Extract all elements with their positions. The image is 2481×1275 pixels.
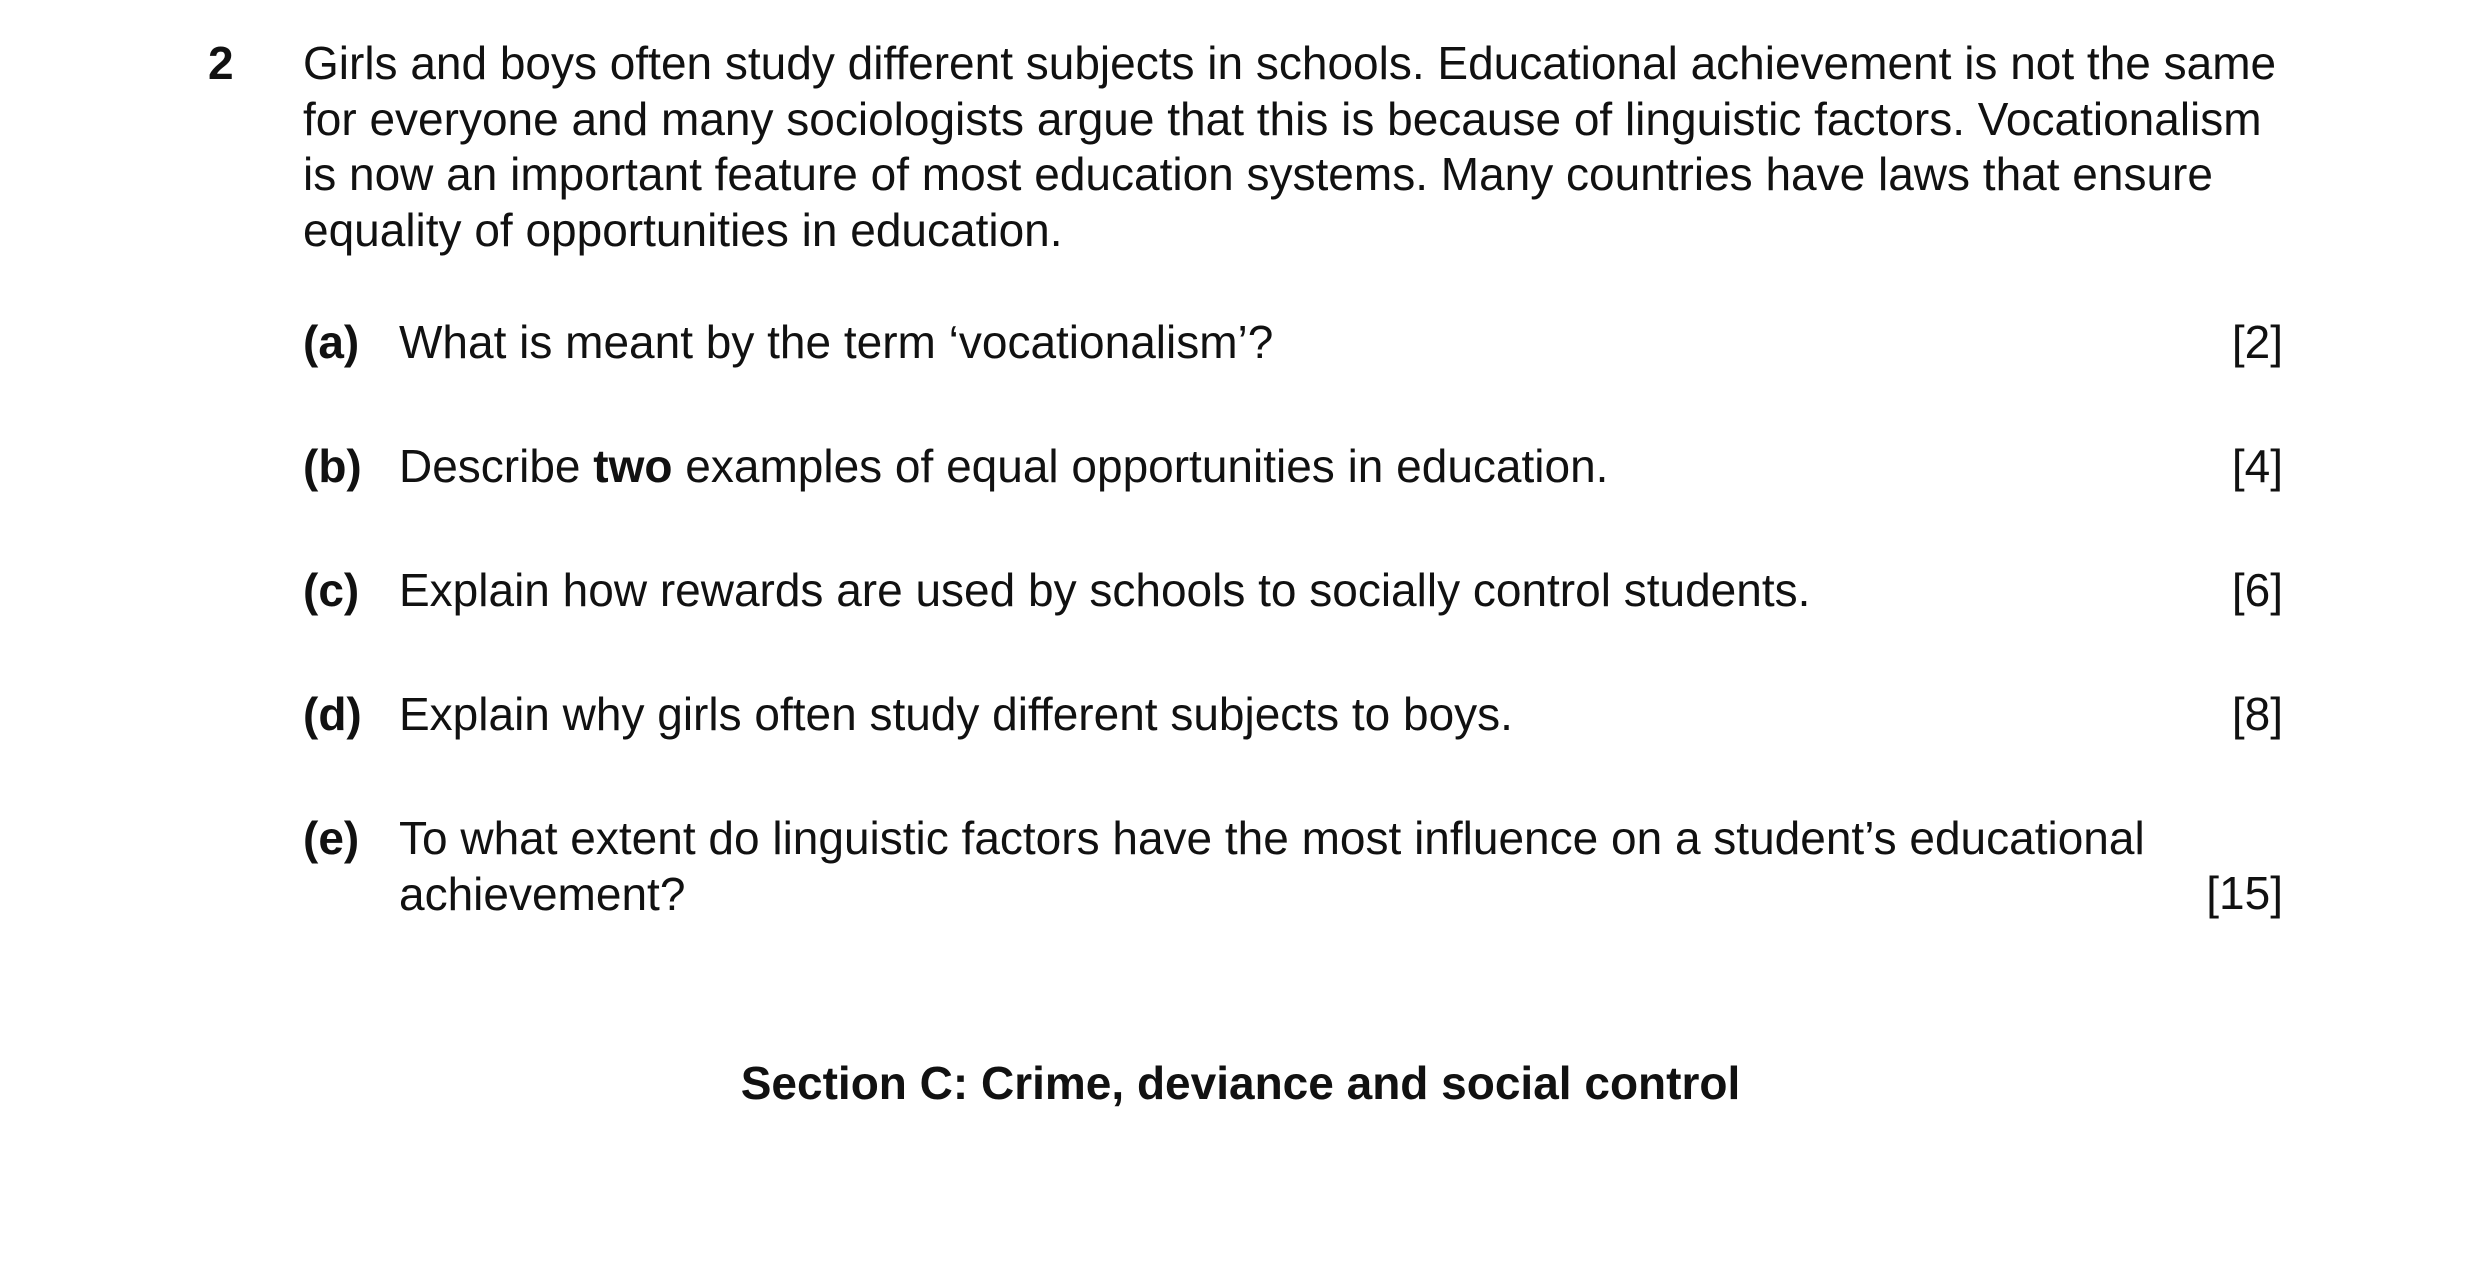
- part-text: [399, 687, 2159, 743]
- marks-allocation: [15]: [2206, 867, 2283, 919]
- stem-line: equality of opportunities in education.: [303, 203, 1063, 256]
- question-part-e: [303, 811, 2283, 926]
- part-text-before: Describe: [399, 440, 594, 492]
- question-part-b: [303, 439, 2283, 499]
- part-text-after: examples of equal opportunities in education.: [672, 440, 1609, 492]
- question-part-d: [303, 687, 2283, 747]
- question-part-c: [303, 563, 2283, 623]
- stem-line: is now an important feature of most education systems. Many countries have laws that ensure: [303, 148, 2213, 200]
- part-text-line: To what extent do linguistic factors have the most influence on a student’s educational: [399, 812, 2145, 864]
- part-text: [399, 439, 2159, 495]
- part-label: (e): [303, 812, 360, 864]
- part-text-line: [399, 439, 2159, 495]
- part-text: [399, 315, 2159, 371]
- part-text: [399, 811, 2159, 922]
- part-text-line: Explain why girls often study different subjects to boys.: [399, 688, 1513, 740]
- part-text: [399, 563, 2159, 619]
- marks-allocation: [8]: [2231, 688, 2283, 740]
- section-heading: Section C: Crime, deviance and social control: [740, 1057, 1741, 1109]
- marks-allocation: [2]: [2231, 316, 2283, 368]
- question-number: 2: [208, 37, 234, 89]
- stem-line: for everyone and many sociologists argue that this is because of linguistic factors. Vocationalism: [303, 92, 2262, 145]
- part-text-line: Explain how rewards are used by schools to socially control students.: [399, 564, 1811, 616]
- question-stem: [303, 36, 2303, 258]
- part-text-emphasis: two: [593, 440, 673, 492]
- part-text-line: achievement?: [399, 867, 686, 920]
- part-label: (a): [303, 316, 360, 368]
- stem-line: Girls and boys often study different subjects in schools. Educational achievement is not the same: [303, 37, 2277, 89]
- part-label: (d): [303, 688, 362, 740]
- question-part-a: [303, 315, 2283, 375]
- marks-allocation: [4]: [2231, 440, 2283, 492]
- part-label: (b): [303, 440, 362, 492]
- marks-allocation: [6]: [2231, 564, 2283, 616]
- part-text-line: What is meant by the term ‘vocationalism’?: [399, 316, 1274, 368]
- part-label: (c): [303, 564, 360, 616]
